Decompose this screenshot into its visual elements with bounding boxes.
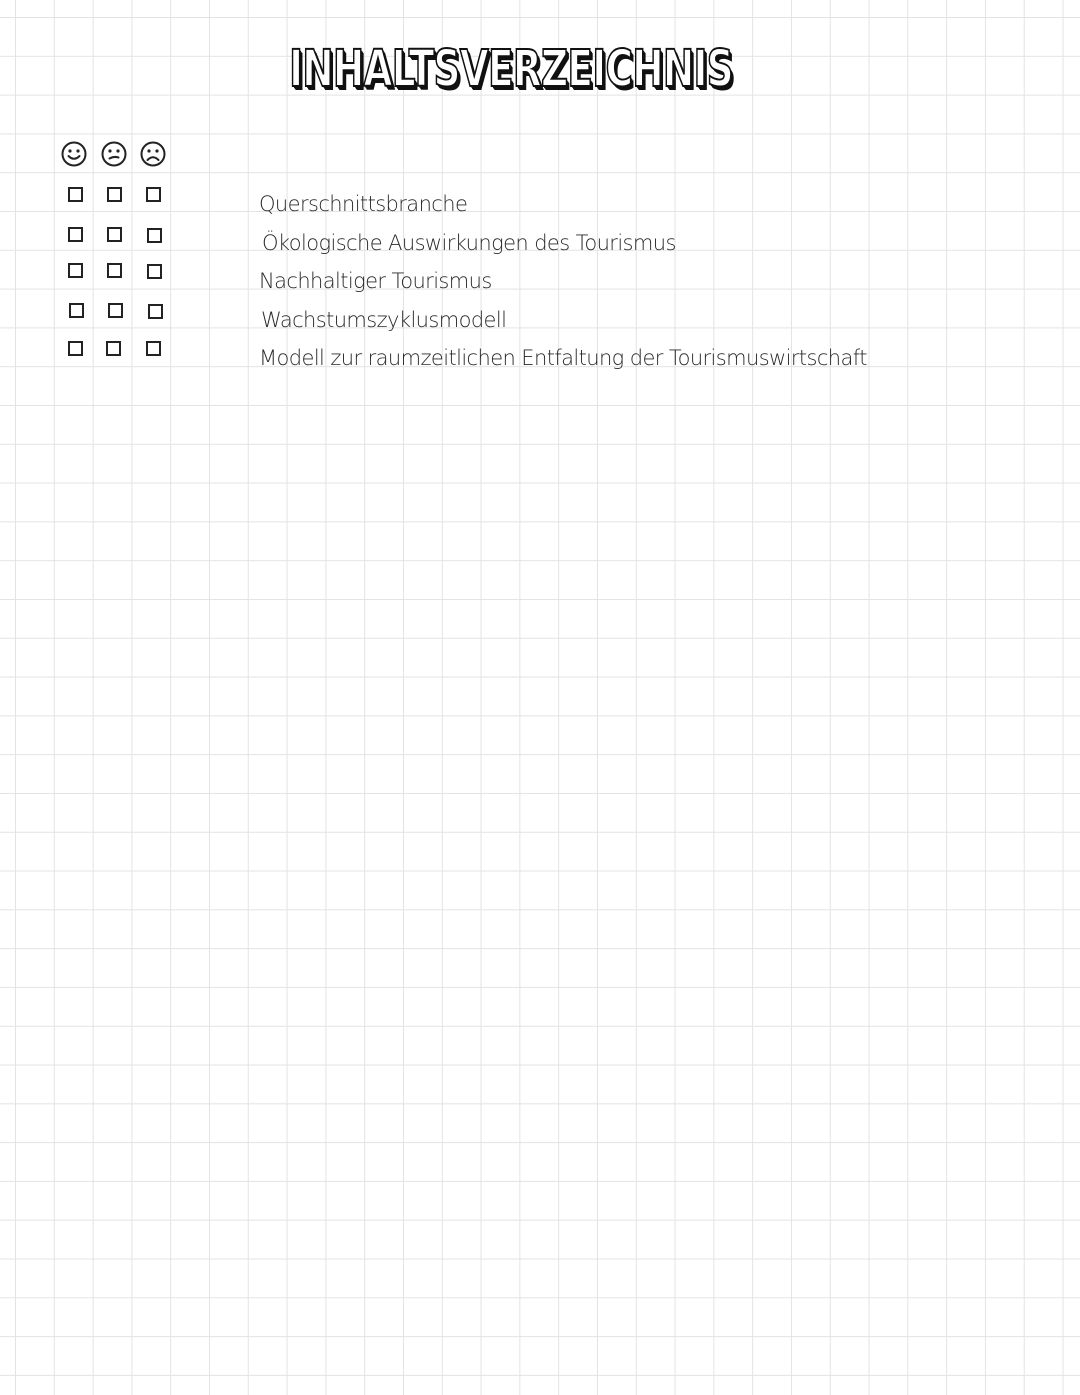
toc-item-querschnittsbranche: Querschnittsbranche: [259, 192, 468, 216]
checkbox-row5-happy[interactable]: [68, 341, 83, 356]
checkbox-row1-sad[interactable]: [146, 187, 161, 202]
checkbox-row4-sad[interactable]: [148, 304, 163, 319]
checkbox-row3-sad[interactable]: [147, 264, 162, 279]
neutral-face-icon: [101, 141, 127, 167]
toc-item-raumzeitliche-entfaltung: Modell zur raumzeitlichen Entfaltung der Tourismuswirtschaft: [259, 346, 867, 370]
checkbox-row4-neutral[interactable]: [108, 303, 123, 318]
checkbox-row4-happy[interactable]: [69, 303, 84, 318]
toc-item-nachhaltiger-tourismus: Nachhaltiger Tourismus: [259, 269, 492, 293]
toc-item-oekologische-auswirkungen: Ökologische Auswirkungen des Tourismus: [262, 231, 676, 255]
checkbox-row1-happy[interactable]: [68, 187, 83, 202]
toc-item-wachstumszyklusmodell: Wachstumszyklusmodell: [261, 308, 507, 332]
checkbox-row2-happy[interactable]: [68, 227, 83, 242]
page-title: INHALTSVERZEICHNIS: [289, 40, 733, 99]
checkbox-row2-sad[interactable]: [147, 228, 162, 243]
checkbox-row5-neutral[interactable]: [106, 341, 121, 356]
checkbox-row3-neutral[interactable]: [107, 263, 122, 278]
sad-face-icon: [140, 141, 166, 167]
happy-face-icon: [61, 141, 87, 167]
checkbox-row5-sad[interactable]: [146, 341, 161, 356]
checkbox-row3-happy[interactable]: [68, 263, 83, 278]
checkbox-row2-neutral[interactable]: [107, 227, 122, 242]
checkbox-row1-neutral[interactable]: [107, 187, 122, 202]
